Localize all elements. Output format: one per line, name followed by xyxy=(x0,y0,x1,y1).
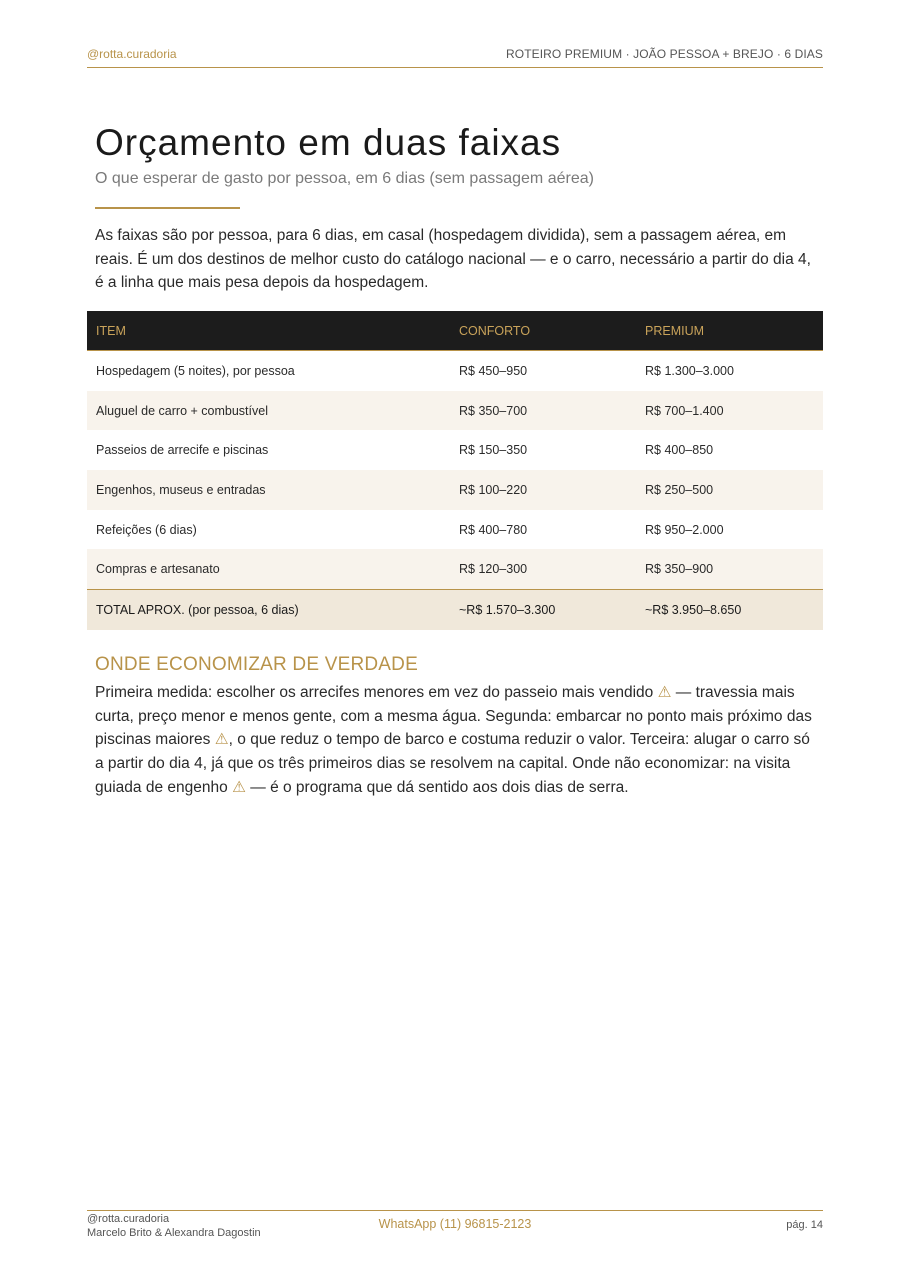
cell-conforto: R$ 400–780 xyxy=(459,522,528,537)
table-row xyxy=(87,351,823,391)
cell-premium: R$ 250–500 xyxy=(636,470,823,510)
cell-item: Engenhos, museus e entradas xyxy=(87,470,450,510)
warning-icon: ⚠ xyxy=(232,778,246,796)
page-subtitle: O que esperar de gasto por pessoa, em 6 dias (sem passagem aérea) xyxy=(95,170,594,187)
total-label: TOTAL APROX. (por pessoa, 6 dias) xyxy=(87,590,450,630)
cell-conforto: R$ 150–350 xyxy=(459,443,528,458)
cell-premium: R$ 350–900 xyxy=(636,549,823,589)
section-text-part: — travessia mais curta, preço menor e menos gente, com a mesma água. Segunda: embarcar no ponto mais próximo das piscinas maiores xyxy=(95,684,812,749)
section-paragraph xyxy=(95,681,817,800)
total-premium: ~R$ 3.950–8.650 xyxy=(636,590,823,630)
cell-conforto: R$ 120–300 xyxy=(450,549,636,589)
page-header xyxy=(87,46,823,68)
intro-paragraph: As faixas são por pessoa, para 6 dias, em casal (hospedagem dividida), sem a passagem aérea, em reais. É um dos destinos de melhor custo do catálogo nacional — e o carro, necessário a partir do dia 4, é a linha que mais pesa depois da hospedagem. xyxy=(95,227,811,291)
section-text-part: Primeira medida: escolher os arrecifes menores em vez do passeio mais vendido xyxy=(95,684,658,701)
table-row xyxy=(87,549,823,589)
footer-brand: @rotta.curadoria xyxy=(87,1213,170,1225)
cell-premium: R$ 400–850 xyxy=(645,443,714,458)
cell-item: Refeições (6 dias) xyxy=(96,522,197,537)
warning-icon: ⚠ xyxy=(214,731,229,749)
table-row xyxy=(87,510,823,550)
table-header-row xyxy=(87,311,823,351)
cell-item: Hospedagem (5 noites), por pessoa xyxy=(96,363,295,378)
warning-icon: ⚠ xyxy=(657,684,672,701)
table-total-row xyxy=(87,590,823,630)
header-document-title: ROTEIRO PREMIUM · JOÃO PESSOA + BREJO · 6 DIAS xyxy=(506,47,823,61)
cell-item: Passeios de arrecife e piscinas xyxy=(96,443,269,458)
total-conforto: ~R$ 1.570–3.300 xyxy=(450,590,636,630)
cell-premium: R$ 700–1.400 xyxy=(636,391,823,431)
column-header-conforto: CONFORTO xyxy=(450,311,636,351)
cell-conforto: R$ 450–950 xyxy=(459,363,528,378)
section-text-part: , o que reduz o tempo de barco e costuma reduzir o valor. Terceira: alugar o carro só a partir do dia 4, já que os três primeiros dias se resolvem na capital. Onde não economizar: na visita guiada de engenho xyxy=(95,731,810,796)
page-footer xyxy=(87,1210,823,1243)
table-row xyxy=(87,430,823,470)
table-row xyxy=(87,470,823,510)
section-text-part: — é o programa que dá sentido aos dois dias de serra. xyxy=(245,778,629,796)
header-brand: @rotta.curadoria xyxy=(87,47,177,61)
footer-whatsapp-contact: WhatsApp (11) 96815-2123 xyxy=(378,1217,532,1231)
column-header-premium: PREMIUM xyxy=(636,311,823,351)
budget-table xyxy=(87,311,823,630)
column-header-item: ITEM xyxy=(87,311,450,351)
table-row xyxy=(87,391,823,431)
title-divider xyxy=(95,207,240,209)
cell-premium: R$ 1.300–3.000 xyxy=(645,363,734,378)
cell-premium: R$ 950–2.000 xyxy=(645,522,724,537)
section-heading: ONDE ECONOMIZAR DE VERDADE xyxy=(95,654,418,675)
cell-conforto: R$ 100–220 xyxy=(450,470,636,510)
footer-authors: Marcelo Brito & Alexandra Dagostin xyxy=(87,1227,261,1239)
cell-conforto: R$ 350–700 xyxy=(450,391,636,431)
page-title: Orçamento em duas faixas xyxy=(95,122,562,163)
cell-item: Aluguel de carro + combustível xyxy=(87,391,450,431)
cell-item: Compras e artesanato xyxy=(87,549,450,589)
page-number: pág. 14 xyxy=(786,1219,823,1231)
